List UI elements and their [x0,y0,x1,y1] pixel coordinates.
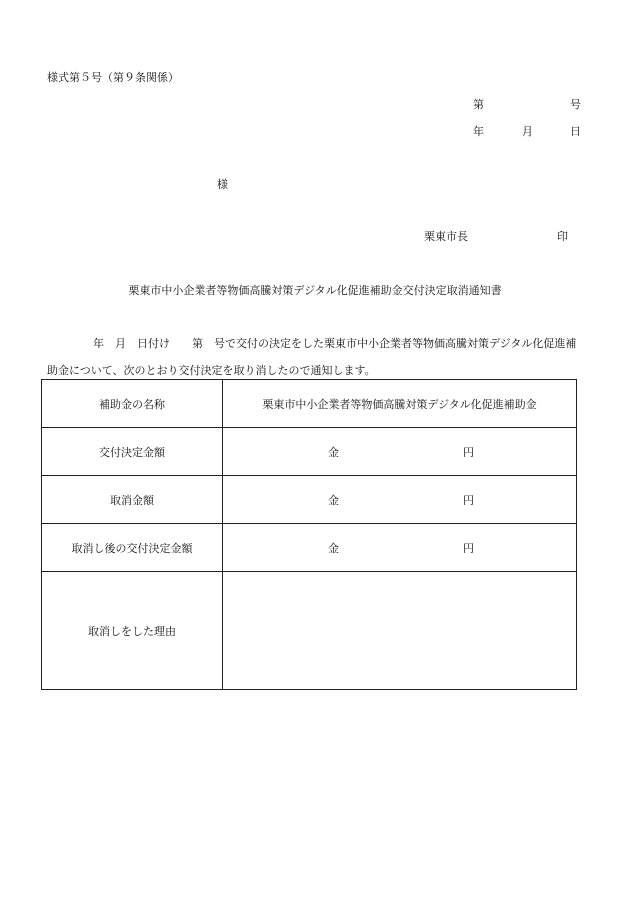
yen-label: 円 [463,493,474,507]
number-prefix: 第 [473,98,484,111]
table-row [42,476,577,524]
label-subsidy-name: 補助金の名称 [42,380,223,428]
value-post-cancel-amount [223,524,577,572]
label-decided-amount: 交付決定金額 [42,428,223,476]
yen-label: 円 [463,445,474,459]
value-cancel-reason [223,572,577,690]
addressee-suffix: 様 [217,178,228,191]
table-row [42,428,577,476]
kin-label: 金 [328,541,339,555]
yen-label: 円 [463,541,474,555]
date-day: 日 [570,125,581,138]
label-cancelled-amount: 取消金額 [42,476,223,524]
seal-mark: 印 [557,230,568,243]
date-year: 年 [473,125,484,138]
label-cancel-reason: 取消しをした理由 [42,572,223,690]
document-title: 栗東市中小企業者等物価高騰対策デジタル化促進補助金交付決定取消通知書 [128,284,502,297]
value-subsidy-name: 栗東市中小企業者等物価高騰対策デジタル化促進補助金 [223,380,577,428]
body-text: 年 月 日付け 第 号で交付の決定をした栗東市中小企業者等物価高騰対策デジタル化促進補助金について、次のとおり交付決定を取り消したので通知します。 [47,337,577,377]
value-cancelled-amount [223,476,577,524]
table-row [42,380,577,428]
table-row [42,524,577,572]
form-number: 様式第５号（第９条関係） [47,71,179,84]
number-suffix: 号 [570,98,581,111]
kin-label: 金 [328,445,339,459]
label-post-cancel-amount: 取消し後の交付決定金額 [42,524,223,572]
issuer-title: 栗東市長 [424,230,468,243]
body-paragraph [47,330,587,384]
details-table [41,379,577,690]
value-decided-amount [223,428,577,476]
kin-label: 金 [328,493,339,507]
date-month: 月 [522,125,533,138]
table-row [42,572,577,690]
